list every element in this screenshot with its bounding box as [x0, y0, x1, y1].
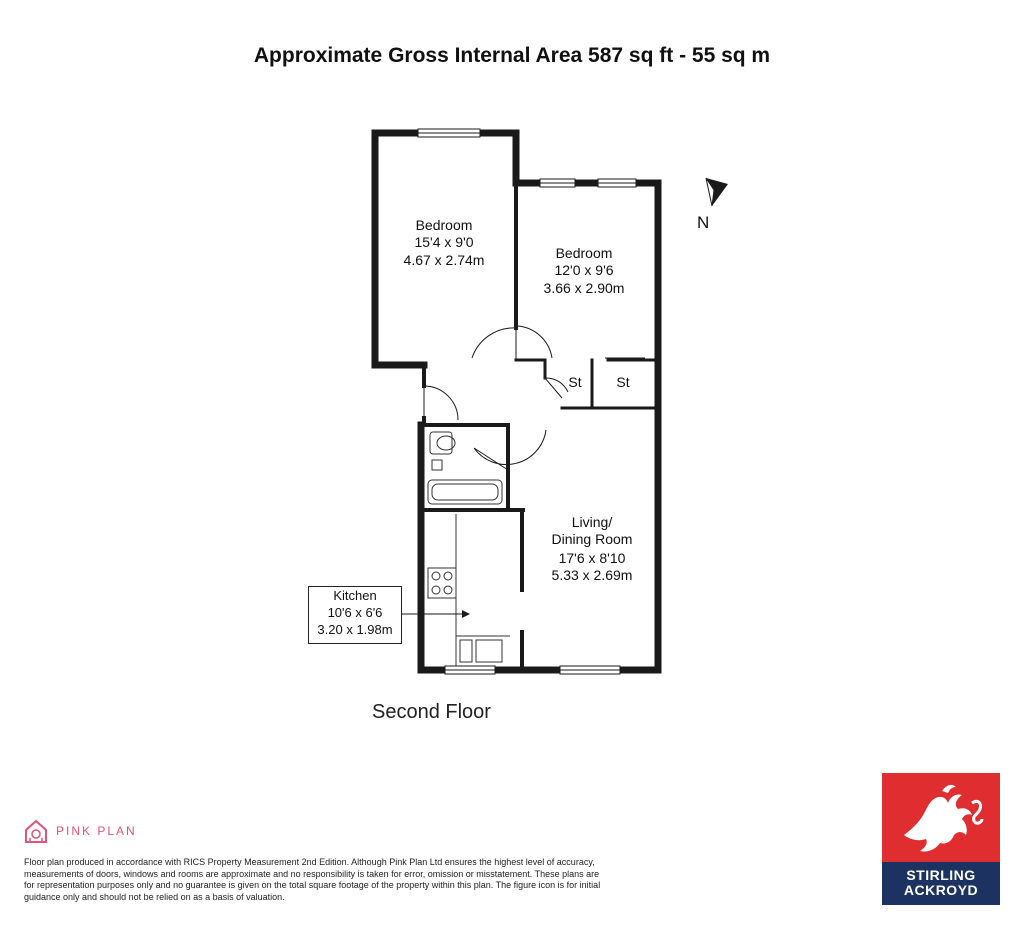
store2-label: St [616, 374, 630, 390]
brand-name-line1: STIRLING [906, 867, 976, 883]
kitchen-imperial: 10'6 x 6'6 [327, 605, 383, 620]
store1-label: St [568, 374, 582, 390]
bedroom1-imperial: 15'4 x 9'0 [414, 234, 474, 250]
griffin-icon [882, 773, 1000, 862]
pinkplan-logo-text: PINK PLAN [56, 824, 137, 838]
bedroom2-metric: 3.66 x 2.90m [543, 280, 625, 296]
doors [424, 326, 645, 470]
stirling-ackroyd-logo [882, 773, 1000, 905]
walls [375, 133, 658, 670]
bedroom2-name: Bedroom [555, 245, 613, 261]
bedroom1-metric: 4.67 x 2.74m [403, 252, 485, 268]
north-arrow [697, 178, 728, 232]
floor-label: Second Floor [372, 701, 491, 723]
griffin-emblem [882, 773, 1000, 862]
living-name-line2: Dining Room [551, 531, 633, 547]
kitchen-pointer [400, 610, 470, 618]
living-imperial: 17'6 x 8'10 [558, 550, 626, 566]
bedroom2-imperial: 12'0 x 9'6 [554, 262, 614, 278]
kitchen-metric: 3.20 x 1.98m [317, 622, 393, 637]
bathroom-fixtures [428, 432, 502, 504]
north-label: N [697, 213, 710, 232]
bedroom1-name: Bedroom [415, 217, 473, 233]
disclaimer-text: Floor plan produced in accordance with RICS Property Measurement 2nd Edition. Although Pink Plan Ltd ensures the highest level of accuracy, measurements of doors, windows and rooms are approximate and no responsibility is taken for error, omission or misstatement. These plans are for representation purposes only and no guarantee is given on the total square footage of the property within this plan. The figure icon is for initial guidance only and should not be relied on as a basis of valuation. [24, 857, 601, 902]
brand-name [882, 862, 1000, 905]
kitchen-label-box [308, 586, 402, 644]
living-name-line1: Living/ [571, 514, 613, 530]
living-metric: 5.33 x 2.69m [551, 567, 633, 583]
brand-name-line2: ACKROYD [903, 882, 979, 898]
kitchen-fixtures [428, 514, 510, 666]
kitchen-name: Kitchen [333, 588, 377, 603]
page-title: Approximate Gross Internal Area 587 sq ft - 55 sq m [253, 44, 771, 67]
pinkplan-logo [24, 818, 137, 844]
pinkplan-house-icon [24, 818, 48, 844]
